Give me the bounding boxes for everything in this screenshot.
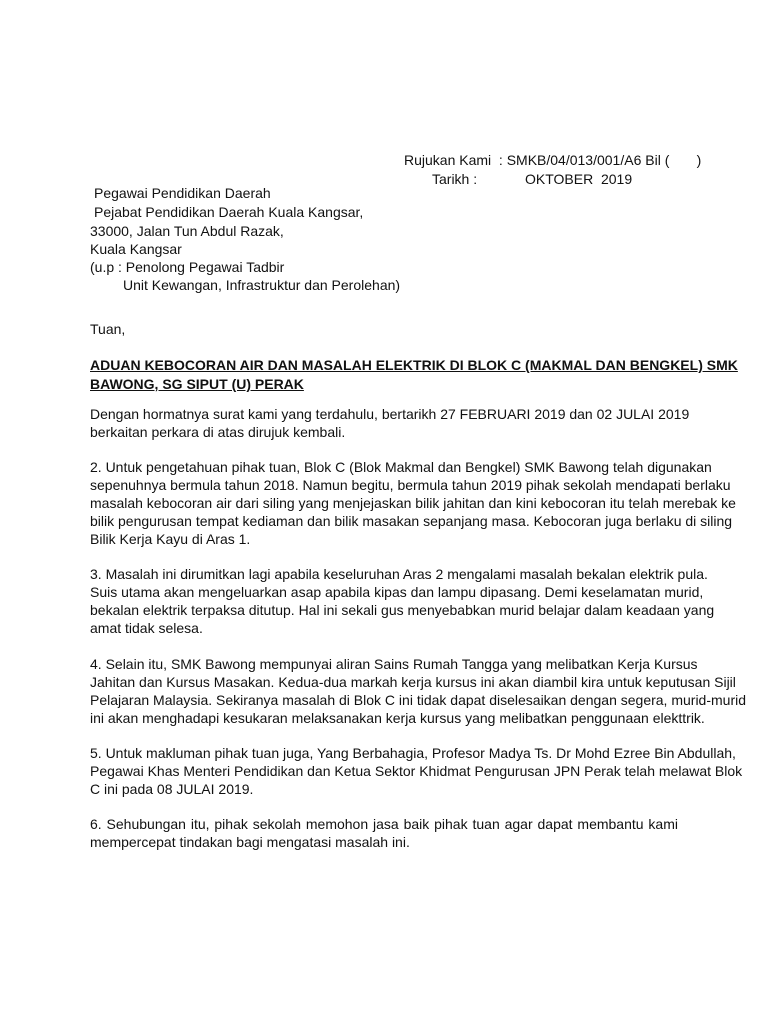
paragraph-line: Suis utama akan mengeluarkan asap apabila kipas dan lampu dipasang. Demi keselamatan murid, — [90, 584, 704, 600]
paragraph-line: berkaitan perkara di atas dirujuk kembali. — [90, 424, 346, 440]
paragraph-line: Jahitan dan Kursus Masakan. Kedua-dua markah kerja kursus ini akan diambil kira untuk keputusan Sijil — [90, 674, 736, 690]
paragraph-line: 6. Sehubungan itu, pihak sekolah memohon jasa baik pihak tuan agar dapat membantu kami — [90, 816, 678, 832]
paragraph-line: bekalan elektrik terpaksa ditutup. Hal ini sekali gus menyebabkan murid belajar dalam keadaan yang — [90, 602, 715, 618]
paragraph-1 — [90, 405, 690, 441]
recipient-line-3: 33000, Jalan Tun Abdul Razak, — [90, 223, 284, 239]
recipient-line-5: (u.p : Penolong Pegawai Tadbir — [90, 259, 285, 275]
paragraph-line: masalah kebocoran air dari siling yang menjejaskan bilik jahitan dan kini kebocoran itu telah merebak ke — [90, 495, 736, 511]
paragraph-line: 4. Selain itu, SMK Bawong mempunyai aliran Sains Rumah Tangga yang melibatkan Kerja Kursus — [90, 656, 698, 672]
subject-line: BAWONG, SG SIPUT (U) PERAK — [90, 376, 304, 392]
paragraph-line: amat tidak selesa. — [90, 620, 203, 636]
subject-heading — [90, 356, 738, 394]
paragraph-3 — [90, 565, 715, 637]
date-label: Tarikh : — [432, 171, 478, 187]
paragraph-line: 2. Untuk pengetahuan pihak tuan, Blok C (Blok Makmal dan Bengkel) SMK Bawong telah digunakan — [90, 459, 712, 475]
paragraph-4 — [90, 655, 747, 727]
recipient-line-6: Unit Kewangan, Infrastruktur dan Perolehan) — [123, 277, 401, 293]
paragraph-line: mempercepat tindakan bagi mengatasi masalah ini. — [90, 834, 410, 850]
paragraph-2 — [90, 458, 736, 548]
recipient-line-2: Pejabat Pendidikan Daerah Kuala Kangsar, — [94, 204, 364, 220]
paragraph-line: Dengan hormatnya surat kami yang terdahulu, bertarikh 27 FEBRUARI 2019 dan 02 JULAI 2019 — [90, 406, 690, 422]
subject-line: ADUAN KEBOCORAN AIR DAN MASALAH ELEKTRIK DI BLOK C (MAKMAL DAN BENGKEL) SMK — [90, 357, 738, 373]
paragraph-line: Pegawai Khas Menteri Pendidikan dan Ketua Sektor Khidmat Pengurusan JPN Perak telah melawat Blok — [90, 763, 743, 779]
paragraph-line: 3. Masalah ini dirumitkan lagi apabila keseluruhan Aras 2 mengalami masalah bekalan elektrik pula. — [90, 566, 708, 582]
paragraph-line: Bilik Kerja Kayu di Aras 1. — [90, 531, 251, 547]
reference-number: Rujukan Kami : SMKB/04/013/001/A6 Bil ( ) — [404, 152, 702, 168]
paragraph-line: ini akan menghadapi kesukaran melaksanakan kerja kursus yang melibatkan penggunaan elekttrik. — [90, 710, 705, 726]
paragraph-5 — [90, 744, 743, 798]
paragraph-line: C ini pada 08 JULAI 2019. — [90, 781, 254, 797]
recipient-line-4: Kuala Kangsar — [90, 241, 182, 257]
date-value: OKTOBER 2019 — [525, 171, 633, 187]
paragraph-line: Pelajaran Malaysia. Sekiranya masalah di Blok C ini tidak dapat diselesaikan dengan segera, murid-murid — [90, 692, 747, 708]
recipient-line-1: Pegawai Pendidikan Daerah — [94, 185, 271, 201]
paragraph-line: bilik pengurusan tempat kediaman dan bilik masakan sepanjang masa. Kebocoran juga berlaku di siling — [90, 513, 733, 529]
paragraph-line: sepenuhnya bermula tahun 2018. Namun begitu, bermula tahun 2019 pihak sekolah mendapati berlaku — [90, 477, 731, 493]
paragraph-line: 5. Untuk makluman pihak tuan juga, Yang Berbahagia, Profesor Madya Ts. Dr Mohd Ezree Bin Abdullah, — [90, 745, 736, 761]
salutation: Tuan, — [90, 321, 126, 337]
paragraph-6 — [90, 815, 678, 851]
